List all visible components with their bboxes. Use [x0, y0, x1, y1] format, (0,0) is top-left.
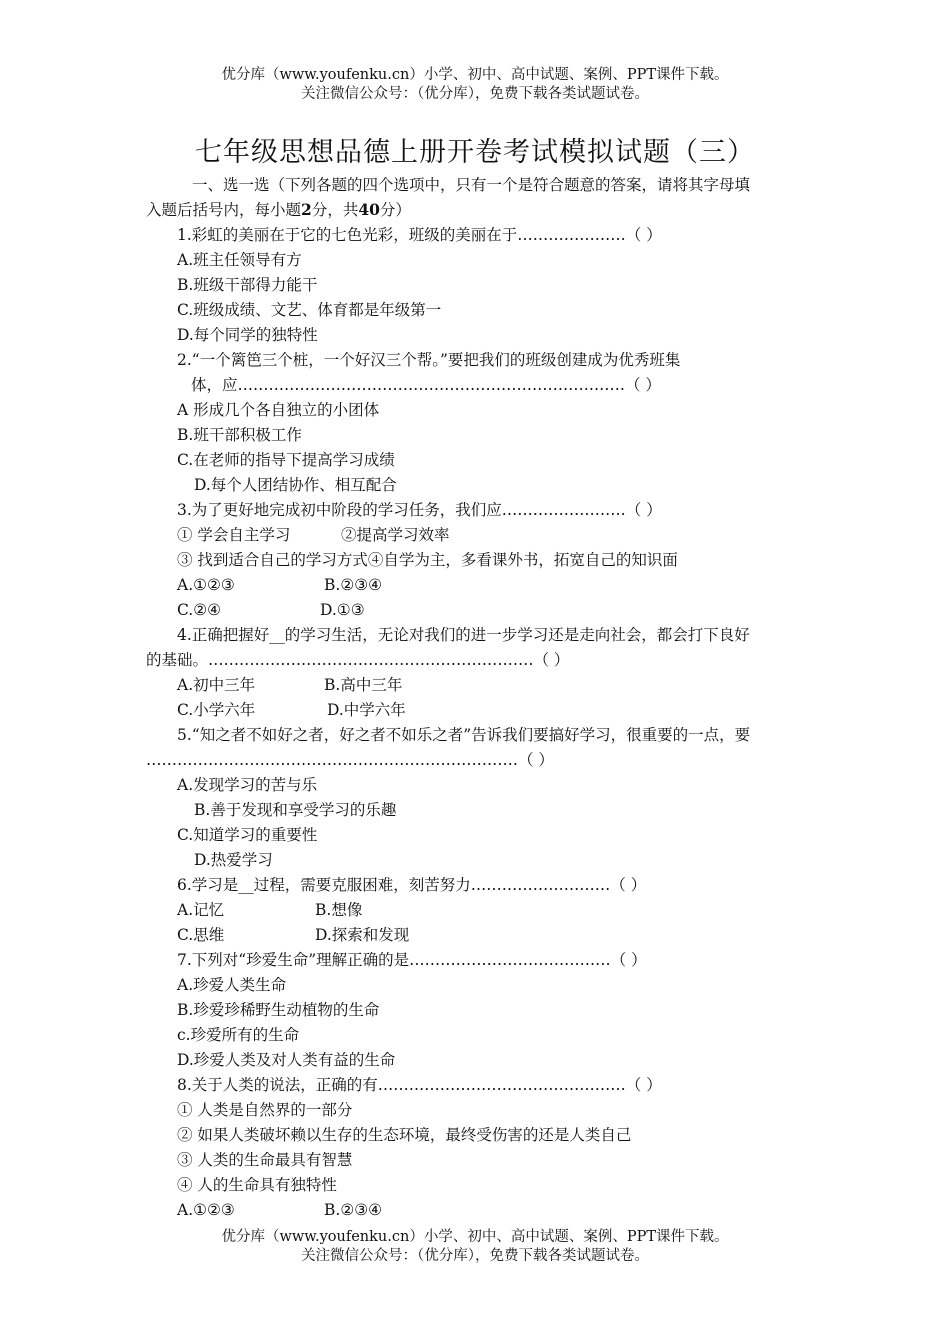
q3-statement-1: ① 学会自主学习: [177, 526, 291, 544]
q8-statement-1: ① 人类是自然界的一部分: [177, 1101, 353, 1119]
q7-option-c: c.珍爱所有的生命: [177, 1026, 300, 1044]
page-footer: [0, 1228, 950, 1266]
q5-stem-line-1: 5.“知之者不如好之者，好之者不如乐之者”告诉我们要搞好学习，很重要的一点，要: [177, 726, 751, 744]
q2-stem-line-1: 2.“一个篱笆三个桩，一个好汉三个帮。”要把我们的班级创建成为优秀班集: [177, 351, 681, 369]
q8-statement-3: ③ 人类的生命最具有智慧: [177, 1151, 353, 1169]
q8-stem: 8.关于人类的说法，正确的有…………………………………………（ ）: [177, 1076, 662, 1094]
q5-option-c: C.知道学习的重要性: [177, 826, 318, 844]
intro-text-a: 入题后括号内，每小题: [146, 201, 302, 219]
q6-option-d: D.探索和发现: [315, 926, 410, 944]
q7-stem: 7.下列对“珍爱生命”理解正确的是…………………………………（ ）: [177, 951, 647, 969]
q7-option-a: A.珍爱人类生命: [177, 976, 287, 994]
q3-option-c: C.②④: [177, 601, 222, 619]
q2-option-d: D.每个人团结协作、相互配合: [194, 476, 397, 494]
q1-stem: 1.彩虹的美丽在于它的七色光彩，班级的美丽在于…………………（ ）: [177, 226, 662, 244]
q1-option-c: C.班级成绩、文艺、体育都是年级第一: [177, 301, 442, 319]
header-line-2: 关注微信公众号：（优分库），免费下载各类试题试卷。: [301, 86, 649, 102]
q1-option-d: D.每个同学的独特性: [177, 326, 318, 344]
q4-stem-line-2: 的基础。………………………………………………………（ ）: [146, 651, 570, 669]
q3-option-b: B.②③④: [324, 576, 383, 594]
intro-text-c: 分）: [379, 201, 411, 219]
q3-option-d: D.①③: [320, 601, 365, 619]
intro-total: 40: [358, 200, 380, 219]
q6-stem: 6.学习是__过程，需要克服困难，刻苦努力………………………（ ）: [177, 876, 647, 894]
q4-option-c: C.小学六年: [177, 701, 256, 719]
q3-statement-2: ②提高学习效率: [341, 526, 450, 544]
q2-option-c: C.在老师的指导下提高学习成绩: [177, 451, 395, 469]
q2-option-b: B.班干部积极工作: [177, 426, 302, 444]
section-intro-line-2: [146, 199, 411, 221]
q3-stem: 3.为了更好地完成初中阶段的学习任务，我们应……………………（ ）: [177, 501, 662, 519]
q8-option-b: B.②③④: [324, 1201, 383, 1219]
q1-option-b: B.班级干部得力能干: [177, 276, 318, 294]
q1-option-a: A.班主任领导有方: [177, 251, 302, 269]
intro-points: 2: [301, 200, 312, 219]
q5-option-b: B.善于发现和享受学习的乐趣: [194, 801, 397, 819]
header-line-1: 优分库（www.youfenku.cn）小学、初中、高中试题、案例、PPT课件下载。: [221, 67, 729, 83]
section-intro-line-1: 一、选一选（下列各题的四个选项中，只有一个是符合题意的答案，请将其字母填: [192, 176, 751, 194]
q4-option-a: A.初中三年: [177, 676, 256, 694]
q8-statement-2: ② 如果人类破坏赖以生存的生态环境，最终受伤害的还是人类自己: [177, 1126, 632, 1144]
q7-option-d: D.珍爱人类及对人类有益的生命: [177, 1051, 396, 1069]
q4-stem-line-1: 4.正确把握好__的学习生活，无论对我们的进一步学习还是走向社会，都会打下良好: [177, 626, 750, 644]
page-header: [0, 66, 950, 104]
page-title: 七年级思想品德上册开卷考试模拟试题（三）: [195, 137, 755, 168]
intro-text-b: 分，共: [311, 201, 359, 219]
footer-line-2: 关注微信公众号：（优分库），免费下载各类试题试卷。: [301, 1248, 649, 1264]
q7-option-b: B.珍爱珍稀野生动植物的生命: [177, 1001, 380, 1019]
q6-option-a: A.记忆: [177, 901, 225, 919]
q3-statement-3-4: ③ 找到适合自己的学习方式④自学为主，多看课外书，拓宽自己的知识面: [177, 551, 678, 569]
q3-option-a: A.①②③: [177, 576, 235, 594]
q4-option-d: D.中学六年: [327, 701, 406, 719]
q5-stem-line-2: ………………………………………………………………（ ）: [146, 751, 554, 769]
q8-statement-4: ④ 人的生命具有独特性: [177, 1176, 337, 1194]
q2-stem-line-2: 体，应…………………………………………………………………（ ）: [191, 376, 661, 394]
q5-option-d: D.热爱学习: [194, 851, 273, 869]
q6-option-b: B.想像: [315, 901, 363, 919]
q6-option-c: C.思维: [177, 926, 225, 944]
q4-option-b: B.高中三年: [324, 676, 403, 694]
q5-option-a: A.发现学习的苦与乐: [177, 776, 318, 794]
q8-option-a: A.①②③: [177, 1201, 235, 1219]
q2-option-a: A 形成几个各自独立的小团体: [177, 401, 380, 419]
footer-line-1: 优分库（www.youfenku.cn）小学、初中、高中试题、案例、PPT课件下载。: [221, 1229, 729, 1245]
